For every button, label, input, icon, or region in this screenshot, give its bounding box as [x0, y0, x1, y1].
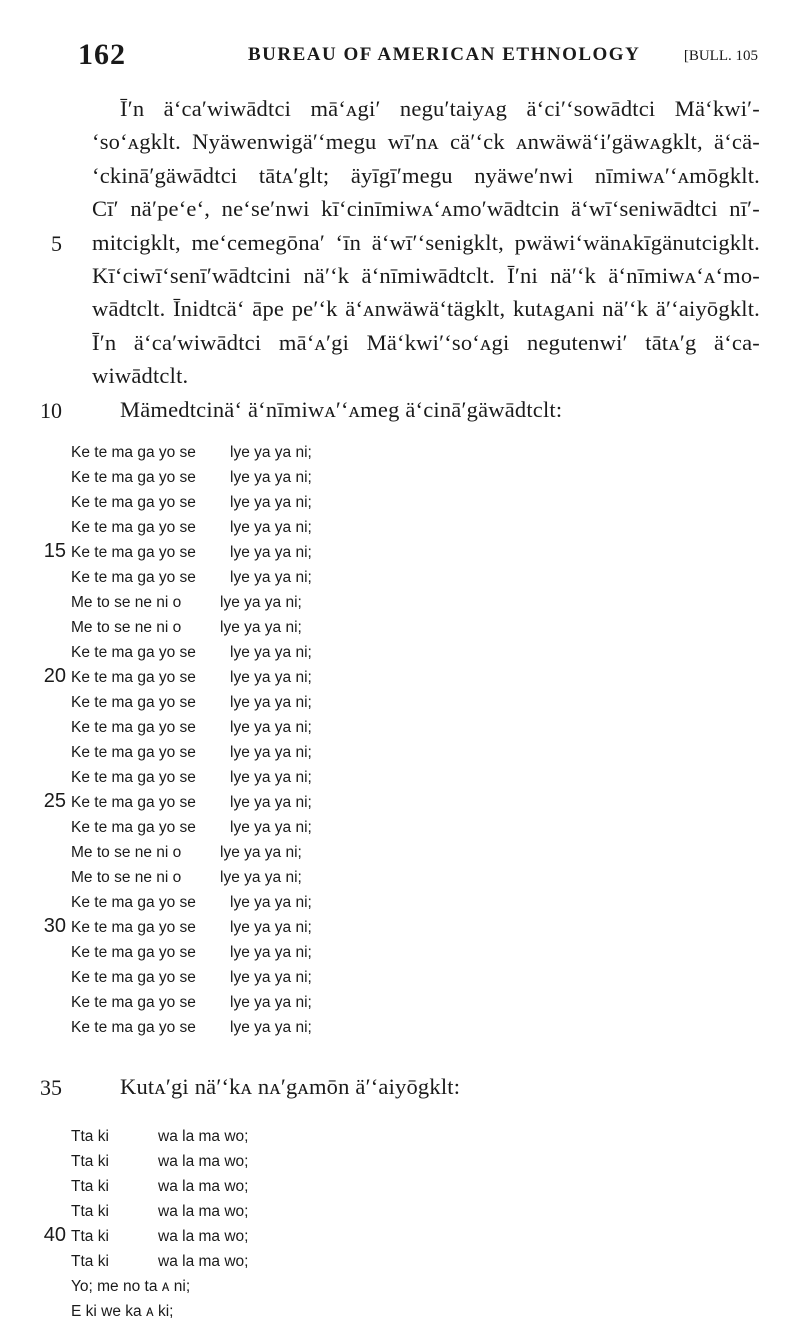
song-verse-text: Tta ki [71, 1128, 109, 1145]
song-refrain-text: lye ya ya ni; [230, 819, 312, 836]
song-refrain-text: lye ya ya ni; [220, 619, 302, 636]
song-line [0, 642, 800, 667]
song-verse-text: Ke te ma ga yo se [71, 644, 196, 661]
song-verse-text: Ke te ma ga yo se [71, 669, 196, 686]
text-line: wiwādtclt. [92, 363, 189, 389]
song-line [0, 1276, 800, 1301]
song-line [0, 817, 800, 842]
text-line: ‘so‘ᴀgklt. Nyäwenwigä′‘megu wī′nᴀ cä′‘ck ᴀnwäwä‘i′gäwᴀgklt, ä‘cä- [92, 129, 760, 155]
song-line [0, 1251, 800, 1276]
song-verse-text: Tta ki [71, 1153, 109, 1170]
song-refrain-text: lye ya ya ni; [230, 644, 312, 661]
song-refrain-text: lye ya ya ni; [230, 919, 312, 936]
song-verse-text: Ke te ma ga yo se [71, 694, 196, 711]
song-refrain-text: wa la ma wo; [158, 1178, 249, 1195]
song-line [0, 692, 800, 717]
song-line [0, 942, 800, 967]
line-number: 5 [51, 230, 62, 256]
song-refrain-text: wa la ma wo; [158, 1253, 249, 1270]
text-line: Cī′ nä′pe‘e‘, ne‘se′nwi kī‘cinīmiwᴀ‘ᴀmo′wādtcin ä‘wī‘seniwādtci nī′- [92, 196, 760, 222]
song-line [0, 1226, 800, 1251]
line-number: 25 [43, 790, 66, 812]
bulletin-number: [BULL. 105 [683, 48, 758, 64]
song-refrain-text: lye ya ya ni; [220, 869, 302, 886]
song-refrain-text: lye ya ya ni; [230, 744, 312, 761]
song-verse-text: Ke te ma ga yo se [71, 919, 196, 936]
line-number: 20 [43, 665, 66, 687]
song-line [0, 1201, 800, 1226]
page-number: 162 [78, 38, 126, 71]
song-refrain-text: wa la ma wo; [158, 1128, 249, 1145]
song-refrain-text: lye ya ya ni; [230, 994, 312, 1011]
text-line: wādtclt. Īnidtcä‘ āpe pe′‘k ä‘ᴀnwäwä‘tägklt, kutᴀgᴀni nä′‘k ä′‘aiyōgklt. [92, 296, 760, 322]
song-verse-text: Ke te ma ga yo se [71, 744, 196, 761]
song-line [0, 767, 800, 792]
song-refrain-text: lye ya ya ni; [230, 669, 312, 686]
song-line [0, 992, 800, 1017]
song-verse-text: Ke te ma ga yo se [71, 519, 196, 536]
song-verse-text: Me to se ne ni o [71, 844, 182, 861]
song-verse-text: Me to se ne ni o [71, 619, 182, 636]
song-refrain-text: lye ya ya ni; [230, 544, 312, 561]
song-line [0, 842, 800, 867]
song-line [0, 1301, 800, 1326]
song-verse-text: Ke te ma ga yo se [71, 769, 196, 786]
line-number: 35 [40, 1075, 62, 1100]
page-header [78, 38, 758, 78]
song-verse-text: Ke te ma ga yo se [71, 969, 196, 986]
song-verse-text: Ke te ma ga yo se [71, 1019, 196, 1036]
song-refrain-text: lye ya ya ni; [230, 1019, 312, 1036]
song-line [0, 1151, 800, 1176]
song-verse-text: Ke te ma ga yo se [71, 469, 196, 486]
song-refrain-text: wa la ma wo; [158, 1153, 249, 1170]
song-line [0, 467, 800, 492]
song-verse-text: Ke te ma ga yo se [71, 994, 196, 1011]
song-refrain-text: lye ya ya ni; [230, 569, 312, 586]
line-number: 10 [40, 397, 62, 423]
song-verse-text: Tta ki [71, 1178, 109, 1195]
song-refrain-text: lye ya ya ni; [230, 444, 312, 461]
song-line [0, 717, 800, 742]
song-refrain-text: lye ya ya ni; [230, 694, 312, 711]
song-verse-text: Tta ki [71, 1203, 109, 1220]
song-verse-text: Tta ki [71, 1253, 109, 1270]
song-refrain-text: wa la ma wo; [158, 1228, 249, 1245]
song-verse-text: Ke te ma ga yo se [71, 569, 196, 586]
song-refrain-text: lye ya ya ni; [220, 594, 302, 611]
song-line [0, 917, 800, 942]
song-line [0, 667, 800, 692]
song-verse-text: Tta ki [71, 1228, 109, 1245]
song-refrain-text: wa la ma wo; [158, 1203, 249, 1220]
line-number: 40 [43, 1224, 66, 1246]
song-verse-text: E ki we ka ᴀ ki; [71, 1303, 174, 1320]
song-refrain-text: lye ya ya ni; [230, 719, 312, 736]
song-refrain-text: lye ya ya ni; [220, 844, 302, 861]
song-refrain-text: lye ya ya ni; [230, 894, 312, 911]
line-number: 15 [43, 540, 66, 562]
song-verse-text: Ke te ma ga yo se [71, 819, 196, 836]
song-line [0, 742, 800, 767]
song-line [0, 617, 800, 642]
song-refrain-text: lye ya ya ni; [230, 794, 312, 811]
song-line [0, 967, 800, 992]
song-line [0, 567, 800, 592]
song-verse-text: Ke te ma ga yo se [71, 444, 196, 461]
text-line: ‘ckinā′gäwādtci tātᴀ′glt; äyīgī′megu nyäwe′nwi nīmiwᴀ′‘ᴀmōgklt. [92, 162, 760, 188]
song-line [0, 1176, 800, 1201]
song-verse-text: Ke te ma ga yo se [71, 719, 196, 736]
text-line: Ī′n ä‘ca′wiwādtci mā‘ᴀgi′ negu′taiyᴀg ä‘ci′‘sowādtci Mä‘kwi′- [120, 96, 760, 121]
song-line [0, 442, 800, 467]
song-line [0, 792, 800, 817]
text-line: Kutᴀ′gi nä′‘kᴀ nᴀ′gᴀmōn ä′‘aiyōgklt: [120, 1074, 461, 1099]
text-line: mitcigklt, me‘cemegōna′ ‘īn ä‘wī′‘senigklt, pwäwi‘wänᴀkīgänutcigklt. [92, 229, 760, 255]
song-verse-text: Ke te ma ga yo se [71, 544, 196, 561]
song-verse-text: Ke te ma ga yo se [71, 494, 196, 511]
song-line [0, 1126, 800, 1151]
song-refrain-text: lye ya ya ni; [230, 519, 312, 536]
song-refrain-text: lye ya ya ni; [230, 769, 312, 786]
song-verse-text: Ke te ma ga yo se [71, 894, 196, 911]
text-line: Kī‘ciwī‘senī′wādtcini nä′‘k ä‘nīmiwādtclt. Ī′ni nä′‘k ä‘nīmiwᴀ‘ᴀ‘mo- [92, 263, 760, 288]
song-line [0, 592, 800, 617]
song-verse-text: Me to se ne ni o [71, 869, 182, 886]
song-refrain-text: lye ya ya ni; [230, 969, 312, 986]
song-line [0, 1017, 800, 1042]
song-line [0, 542, 800, 567]
song-line [0, 517, 800, 542]
song-verse-text: Yo; me no ta ᴀ ni; [71, 1278, 191, 1295]
song-verse-text: Me to se ne ni o [71, 594, 182, 611]
line-number: 30 [43, 915, 66, 937]
song-line [0, 892, 800, 917]
song-verse-text: Ke te ma ga yo se [71, 944, 196, 961]
song-refrain-text: lye ya ya ni; [230, 469, 312, 486]
song-refrain-text: lye ya ya ni; [230, 944, 312, 961]
song-verse-text: Ke te ma ga yo se [71, 794, 196, 811]
text-line: Ī′n ä‘ca′wiwādtci mā‘ᴀ′gi Mä‘kwi′‘so‘ᴀgi negutenwi′ tātᴀ′g ä‘ca- [92, 329, 760, 355]
text-line: Mämedtcinä‘ ä‘nīmiwᴀ′‘ᴀmeg ä‘cinā′gäwādtclt: [120, 396, 563, 422]
song-line [0, 492, 800, 517]
running-title: BUREAU OF AMERICAN ETHNOLOGY [248, 44, 641, 65]
song-line [0, 867, 800, 892]
song-refrain-text: lye ya ya ni; [230, 494, 312, 511]
